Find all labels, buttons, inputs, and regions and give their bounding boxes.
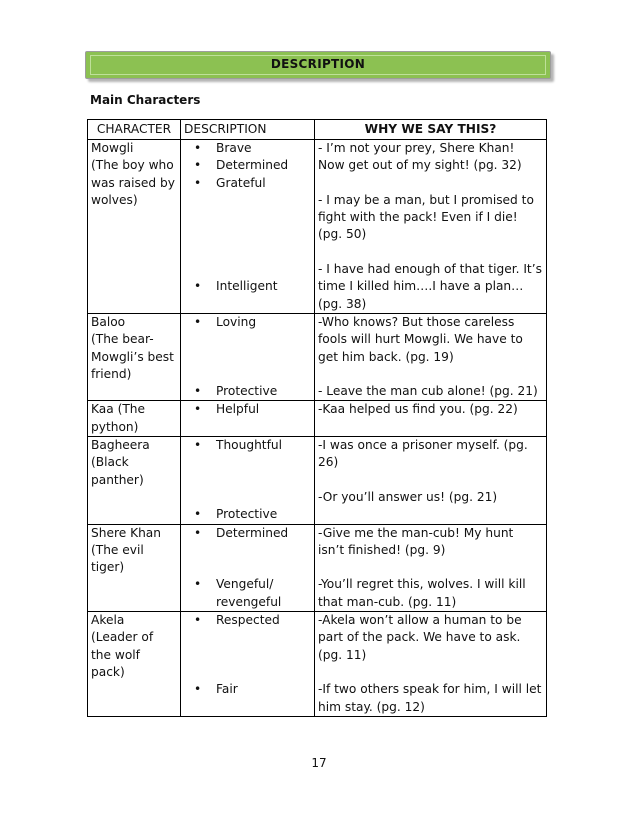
quotes-cell [315, 612, 547, 717]
page-number: 17 [311, 756, 327, 770]
character-cell [88, 401, 181, 437]
trait-label: Protective [216, 384, 278, 399]
quote-text: - I may be a man, but I promised to fight with the pack! Even if I die! (pg. 50) [318, 192, 534, 242]
character-line: was raised by [91, 175, 175, 190]
section-banner [85, 51, 551, 79]
table-row [88, 401, 547, 437]
character-line: Mowgli’s best [91, 349, 174, 364]
bullet-icon: • [194, 682, 202, 697]
trait-label: Determined [216, 525, 289, 540]
traits-cell [181, 313, 315, 400]
traits-cell [181, 524, 315, 611]
trait-label: Loving [216, 314, 257, 329]
trait-label: Determined [216, 158, 289, 173]
trait-label: Respected [216, 613, 280, 628]
trait-item [184, 278, 311, 295]
bullet-icon: • [194, 141, 202, 155]
character-line: (Leader of [91, 630, 154, 645]
trait-label: Fair [216, 682, 238, 697]
trait-label: Grateful [216, 175, 266, 190]
header-character: CHARACTER [88, 120, 181, 140]
character-line: Mowgli [91, 141, 134, 155]
trait-item [184, 175, 311, 192]
quotes-cell [315, 140, 547, 314]
trait-item [184, 506, 311, 523]
quotes-cell [315, 401, 547, 437]
character-cell [88, 140, 181, 314]
quote-text: -Akela won’t allow a human to be part of the pack. We have to ask. (pg. 11) [318, 613, 522, 662]
section-heading: Main Characters [90, 93, 201, 107]
character-line: wolves) [91, 192, 138, 207]
character-cell [88, 313, 181, 400]
quote-text: - Leave the man cub alone! (pg. 21) [318, 384, 538, 399]
header-description: DESCRIPTION [181, 120, 315, 140]
trait-label: Thoughtful [216, 438, 282, 453]
bullet-icon: • [194, 158, 202, 173]
quotes-cell [315, 437, 547, 524]
quote-text: - I have had enough of that tiger. It’s time I killed him….I have a plan…(pg. 38) [318, 262, 542, 311]
trait-item [184, 612, 311, 629]
table-row [88, 437, 547, 524]
character-line: (The boy who [91, 158, 174, 173]
trait-item [184, 140, 311, 157]
character-line: python) [91, 419, 139, 434]
quote-text: -If two others speak for him, I will let him stay. (pg. 12) [318, 682, 542, 714]
character-line: panther) [91, 472, 144, 487]
trait-item [184, 314, 311, 331]
trait-label: Helpful [216, 402, 260, 417]
traits-cell [181, 612, 315, 717]
trait-item [184, 383, 311, 400]
quotes-cell [315, 524, 547, 611]
character-line: Akela [91, 613, 125, 628]
character-cell [88, 437, 181, 524]
bullet-icon: • [194, 525, 202, 540]
table-row [88, 313, 547, 400]
character-cell [88, 612, 181, 717]
quote-text: -Or you’ll answer us! (pg. 21) [318, 489, 498, 504]
traits-cell [181, 437, 315, 524]
quote-text: - I’m not your prey, Shere Khan! Now get out of my sight! (pg. 32) [318, 141, 522, 173]
bullet-icon: • [194, 438, 202, 453]
character-line: friend) [91, 366, 132, 381]
character-line: Kaa (The [91, 402, 146, 417]
quote-text: -You’ll regret this, wolves. I will kill that man-cub. (pg. 11) [318, 577, 526, 609]
traits-cell [181, 140, 315, 314]
table-row [88, 140, 547, 314]
bullet-icon: • [194, 402, 202, 417]
bullet-icon: • [194, 384, 202, 399]
trait-item [184, 525, 311, 542]
character-line: (The bear- [91, 332, 154, 347]
character-line: the wolf pack) [91, 647, 140, 679]
quote-text: -Kaa helped us find you. (pg. 22) [318, 402, 518, 417]
bullet-icon: • [194, 175, 202, 190]
trait-item [184, 401, 311, 418]
bullet-icon: • [194, 279, 202, 294]
trait-item [184, 157, 311, 174]
bullet-icon: • [194, 613, 202, 628]
quote-text: -Who knows? But those careless fools will hurt Mowgli. We have to get him back. (pg. 19) [318, 314, 523, 364]
trait-item [184, 437, 311, 454]
bullet-icon: • [194, 314, 202, 329]
character-line: (Black [91, 455, 129, 470]
traits-cell [181, 401, 315, 437]
character-cell [88, 524, 181, 611]
quote-text: -Give me the man-cub! My hunt isn’t finished! (pg. 9) [318, 525, 514, 557]
quotes-cell [315, 313, 547, 400]
bullet-icon: • [194, 577, 202, 592]
banner-title: DESCRIPTION [270, 57, 366, 71]
bullet-icon: • [194, 507, 202, 522]
trait-label: Brave [216, 141, 252, 155]
trait-item [184, 681, 311, 698]
characters-table [87, 119, 547, 717]
quote-text: -I was once a prisoner myself. (pg. 26) [318, 438, 528, 470]
trait-label: Protective [216, 507, 278, 522]
character-line: tiger) [91, 560, 125, 575]
trait-label: Intelligent [216, 279, 278, 294]
table-row [88, 524, 547, 611]
table-row [88, 612, 547, 717]
character-line: Baloo [91, 314, 126, 329]
trait-label: Vengeful/ revengeful [216, 577, 282, 609]
table-header-row [88, 120, 547, 140]
character-line: Bagheera [91, 438, 150, 453]
header-why: WHY WE SAY THIS? [315, 120, 547, 140]
character-line: Shere Khan [91, 525, 161, 540]
character-line: (The evil [91, 542, 144, 557]
trait-item [184, 576, 311, 611]
